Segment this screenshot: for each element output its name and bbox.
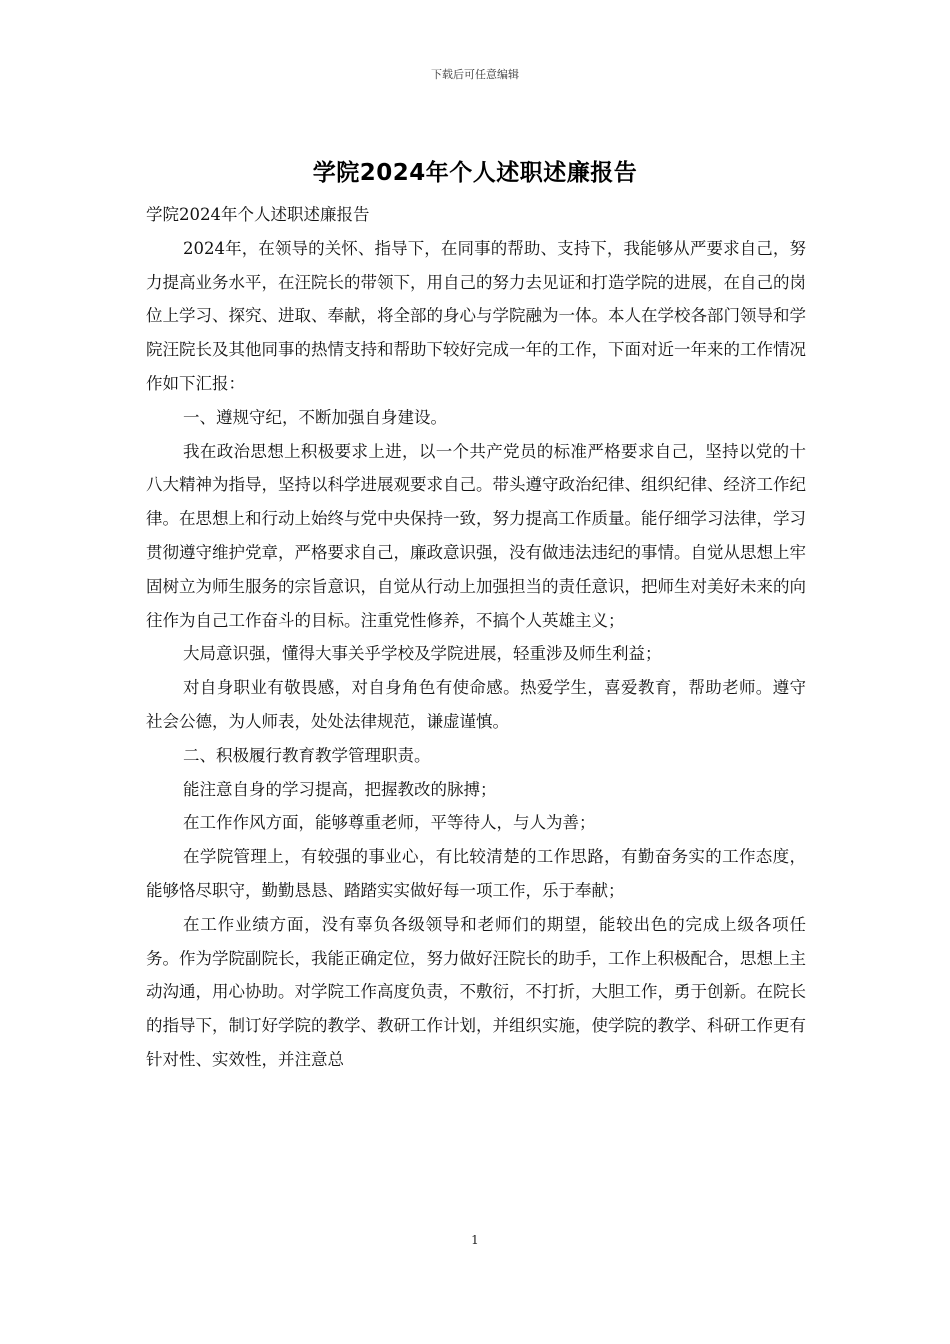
section-heading: 二、积极履行教育教学管理职责。	[183, 745, 431, 765]
paragraph: 在工作业绩方面，没有辜负各级领导和老师们的期望，能较出色的完成上级各项任务。作为学院副院长，我能正确定位，努力做好汪院长的助手，工作上积极配合，思想上主动沟通，用心协助。对学院工作高度负责，不敷衍，不打折，大胆工作，勇于创新。在院长的指导下，制订好学院的教学、教研工作计划，并组织实施，使学院的教学、科研工作更有针对性、实效性，并注意总	[146, 914, 806, 1069]
paragraph: 大局意识强，懂得大事关乎学校及学院进展，轻重涉及师生利益；	[183, 644, 662, 664]
paragraph: 学院2024年个人述职述廉报告	[146, 205, 370, 224]
paragraph: 在学院管理上，有较强的事业心，有比较清楚的工作思路，有勤奋务实的工作态度，能够恪尽职守，勤勤恳恳、踏踏实实做好每一项工作，乐于奉献；	[146, 847, 806, 900]
document-title: 学院2024年个人述职述廉报告	[312, 160, 638, 186]
paragraph: 在工作作风方面，能够尊重老师，平等待人，与人为善；	[183, 813, 596, 833]
paragraph: 能注意自身的学习提高，把握教改的脉搏；	[183, 779, 497, 799]
paragraph: 2024年，在领导的关怀、指导下，在同事的帮助、支持下，我能够从严要求自己，努力提高业务水平，在汪院长的带领下，用自己的努力去见证和打造学院的进展，在自己的岗位上学习、探究、进取、奉献，将全部的身心与学院融为一体。本人在学校各部门领导和学院汪院长及其他同事的热情支持和帮助下较好完成一年的工作，下面对近一年来的工作情况作如下汇报：	[146, 238, 806, 393]
paragraph: 对自身职业有敬畏感，对自身角色有使命感。热爱学生，喜爱教育，帮助老师。遵守社会公德，为人师表，处处法律规范，谦虚谨慎。	[146, 678, 806, 731]
header-note: 下载后可任意编辑	[431, 68, 519, 81]
page-number: 1	[471, 1233, 479, 1247]
document-body	[146, 198, 806, 1077]
section-heading: 一、遵规守纪，不断加强自身建设。	[183, 407, 447, 427]
paragraph: 我在政治思想上积极要求上进，以一个共产党员的标准严格要求自己，坚持以党的十八大精神为指导，坚持以科学进展观要求自己。带头遵守政治纪律、组织纪律、经济工作纪律。在思想上和行动上始终与党中央保持一致，努力提高工作质量。能仔细学习法律，学习贯彻遵守维护党章，严格要求自己，廉政意识强，没有做违法违纪的事情。自觉从思想上牢固树立为师生服务的宗旨意识，自觉从行动上加强担当的责任意识，把师生对美好未来的向往作为自己工作奋斗的目标。注重党性修养，不搞个人英雄主义；	[146, 441, 806, 630]
